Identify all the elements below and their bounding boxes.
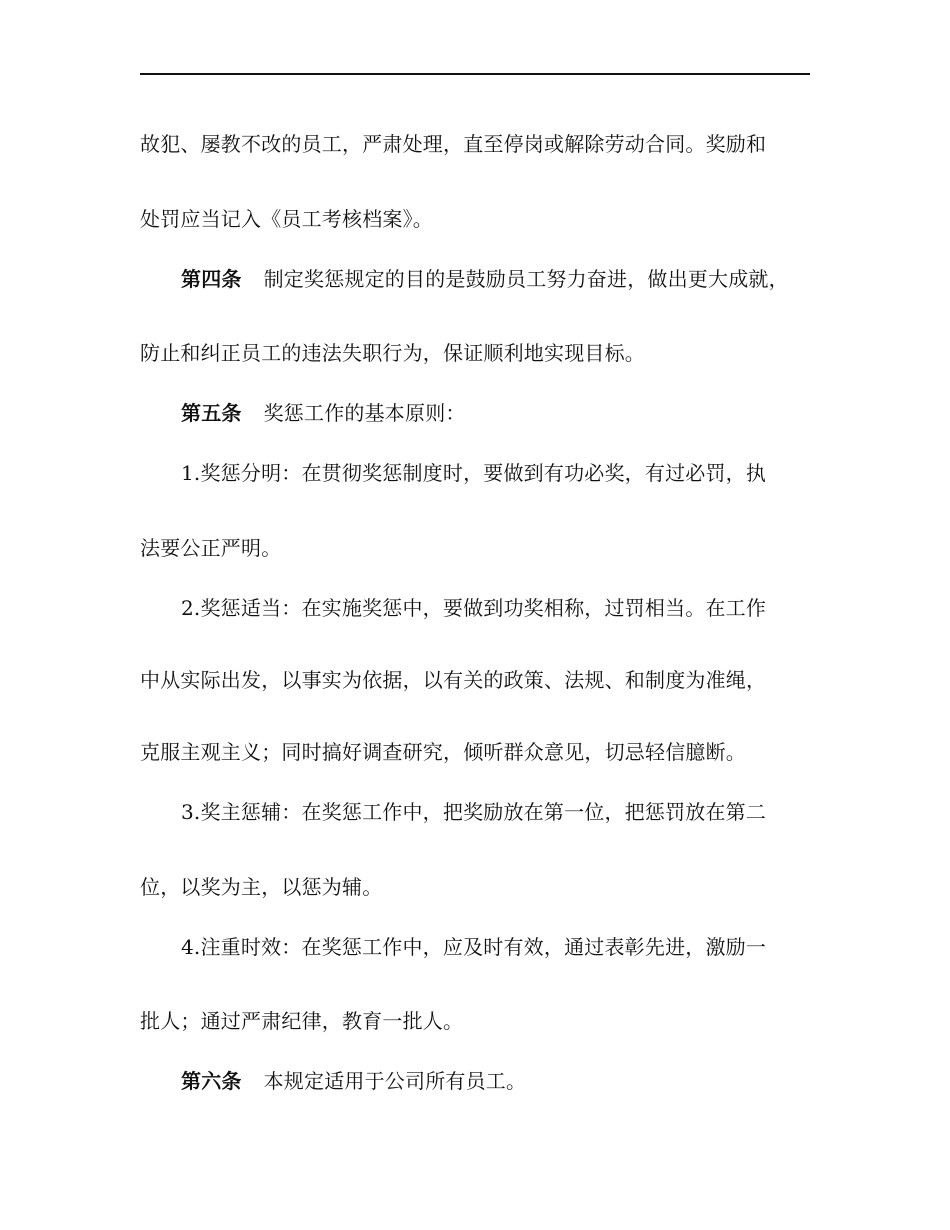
text-line-1: 故犯、屡教不改的员工，严肃处理，直至停岗或解除劳动合同。奖励和: [140, 132, 767, 156]
article-5-label: 第五条: [181, 401, 242, 425]
text-line-2: 处罚应当记入《员工考核档案》。: [140, 207, 433, 231]
text-line-4: 防止和纠正员工的违法失职行为，保证顺利地实现目标。: [140, 341, 645, 365]
principle-2-line-1: 2.奖惩适当：在实施奖惩中，要做到功奖相称，过罚相当。在工作: [181, 596, 767, 620]
article-4-label: 第四条: [181, 267, 242, 291]
article-4-text: 制定奖惩规定的目的是鼓励员工努力奋进，做出更大成就，: [263, 267, 789, 291]
principle-4-line-1: 4.注重时效：在奖惩工作中，应及时有效，通过表彰先进，激励一: [181, 935, 767, 959]
principle-3-line-2: 位，以奖为主，以惩为辅。: [140, 875, 383, 899]
article-5-text: 奖惩工作的基本原则：: [263, 401, 466, 425]
article-4-first-line: [181, 265, 861, 293]
principle-2-line-2: 中从实际出发，以事实为依据，以有关的政策、法规、和制度为准绳，: [140, 668, 767, 692]
principle-2-line-3: 克服主观主义；同时搞好调查研究，倾听群众意见，切忌轻信臆断。: [140, 740, 746, 764]
principle-3-line-1: 3.奖主惩辅：在奖惩工作中，把奖励放在第一位，把惩罚放在第二: [181, 800, 767, 824]
header-rule: [140, 73, 810, 75]
article-6-line: [181, 1067, 861, 1095]
principle-4-line-2: 批人；通过严肃纪律，教育一批人。: [140, 1009, 464, 1033]
article-6-text: 本规定适用于公司所有员工。: [263, 1069, 527, 1093]
article-6-label: 第六条: [181, 1069, 242, 1093]
principle-1-line-2: 法要公正严明。: [140, 536, 282, 560]
principle-1-line-1: 1.奖惩分明：在贯彻奖惩制度时，要做到有功必奖，有过必罚，执: [181, 461, 767, 485]
article-5-line: [181, 399, 861, 427]
